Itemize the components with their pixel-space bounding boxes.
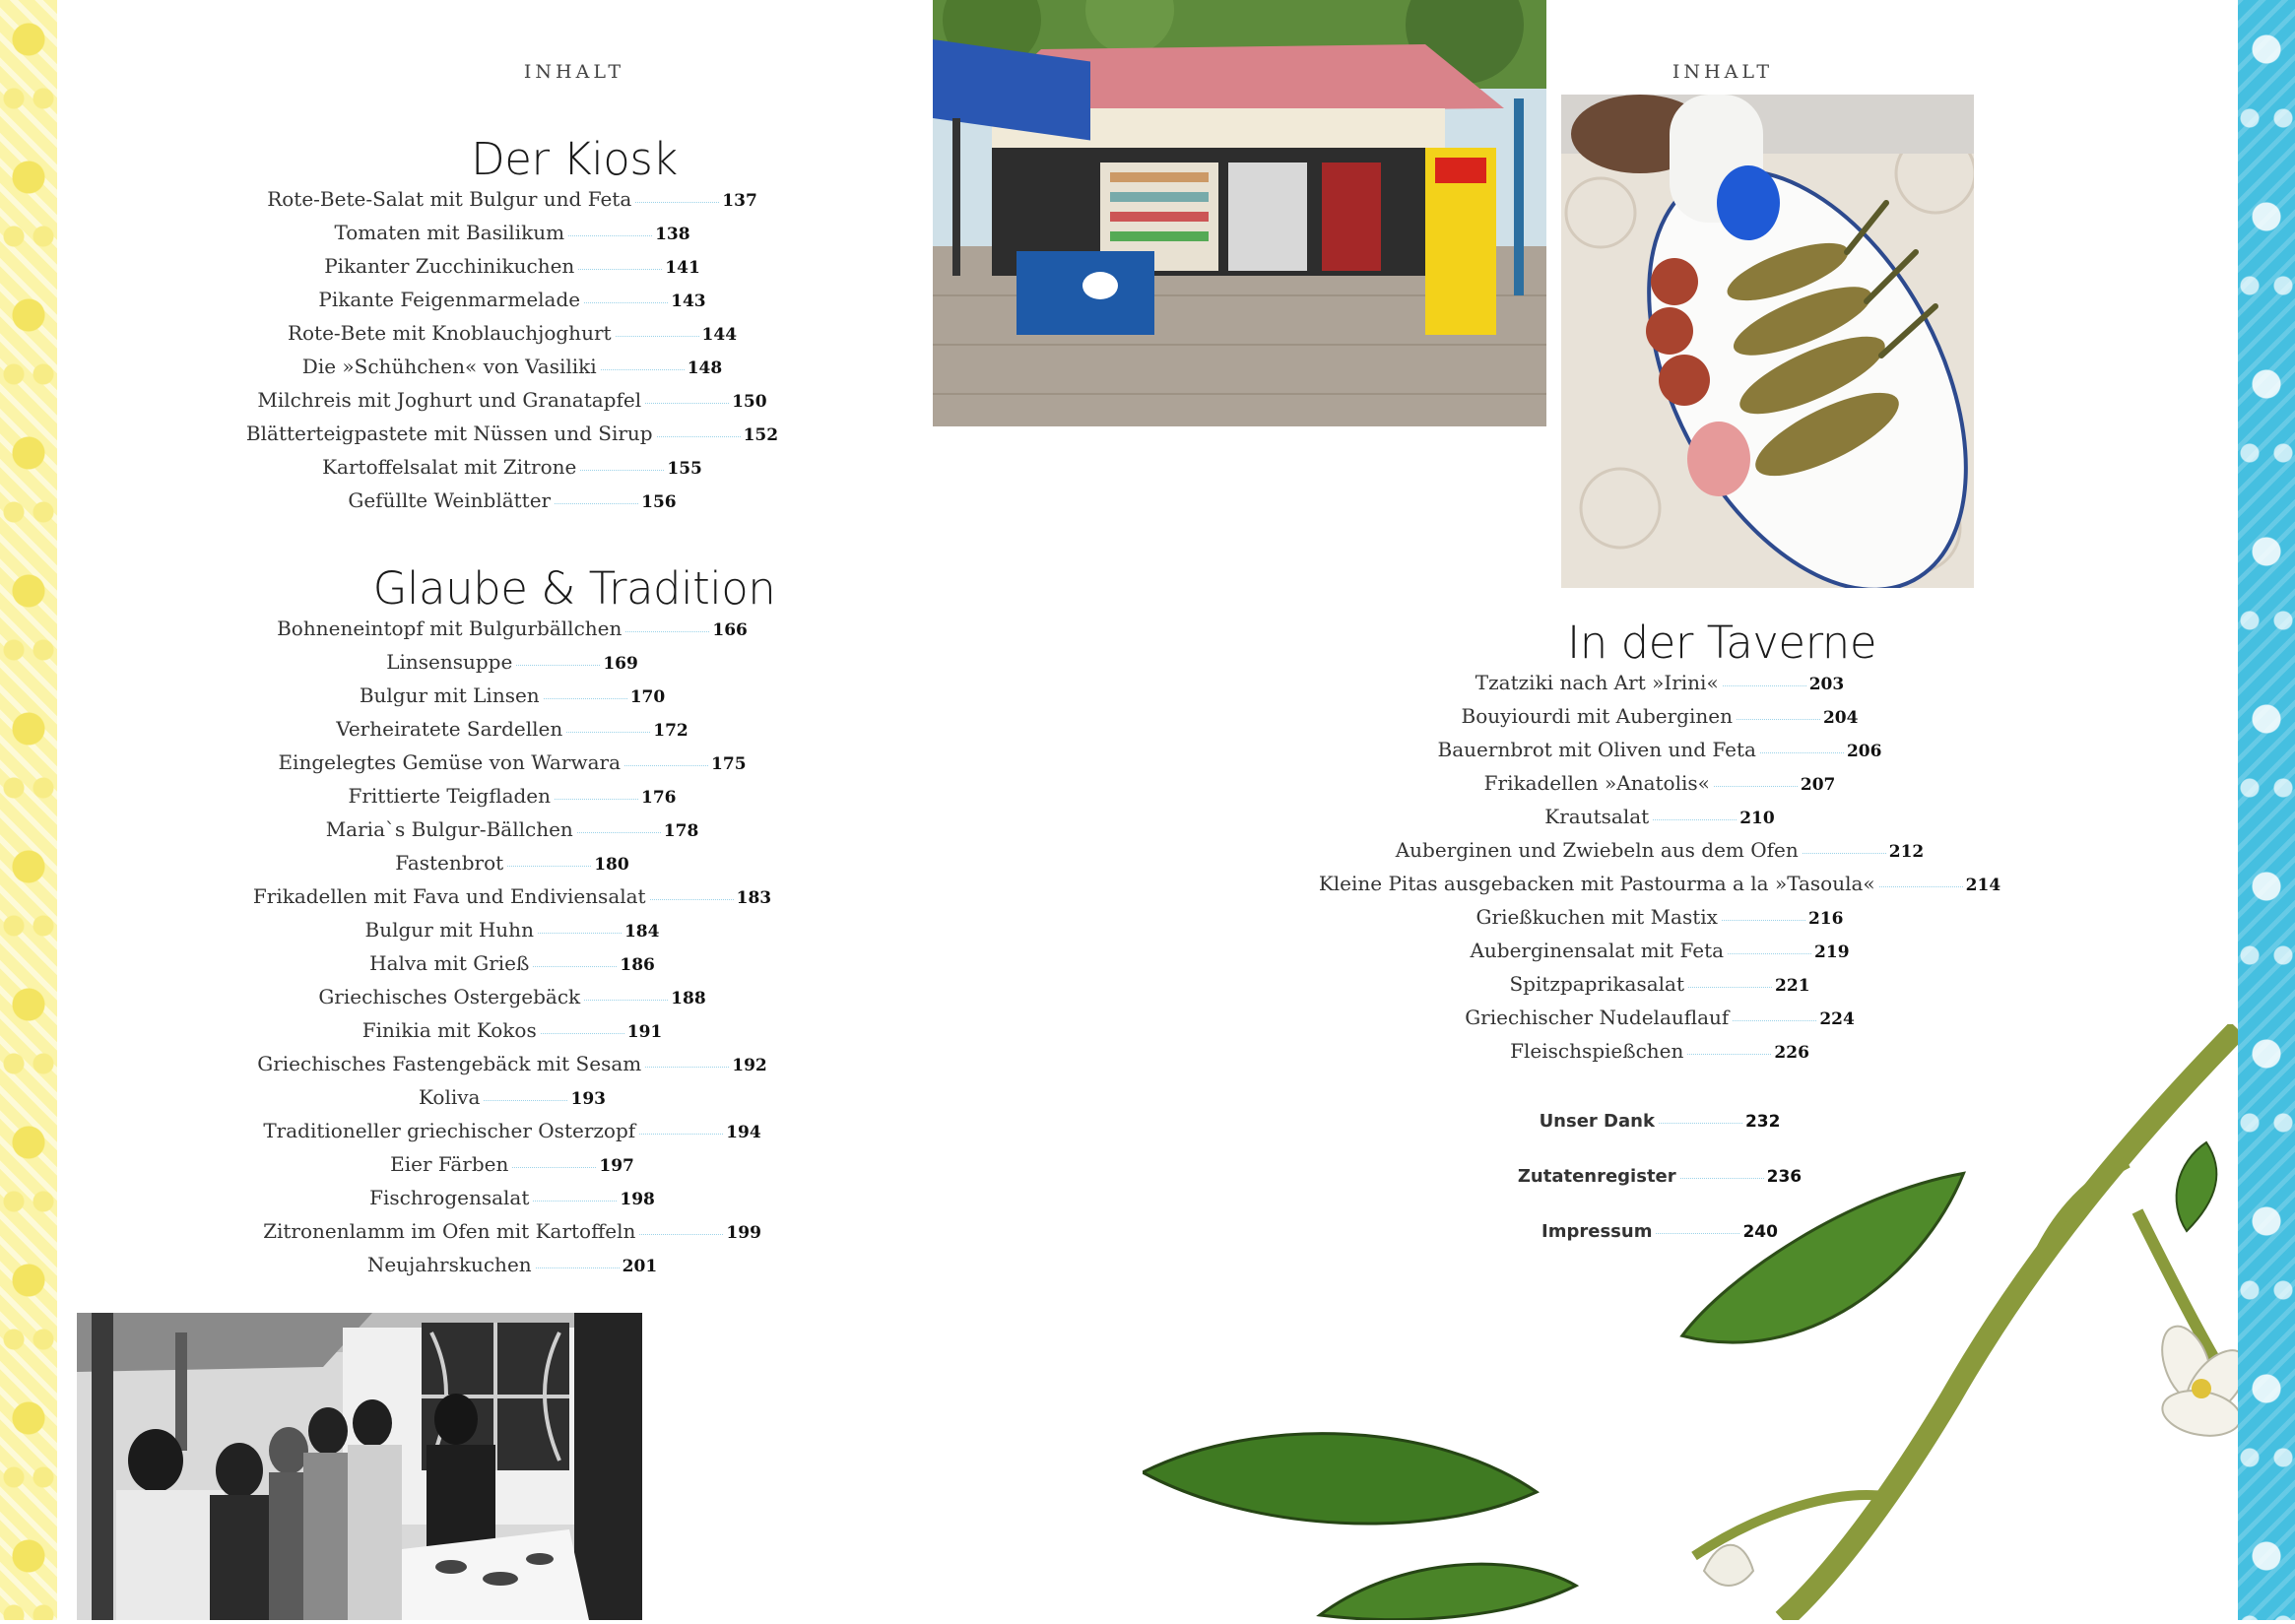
toc-list-in-der-taverne <box>1285 671 2034 1072</box>
toc-entry-page-number: 169 <box>603 654 638 674</box>
toc-entry[interactable] <box>138 1052 886 1085</box>
toc-entry-page-number: 224 <box>1819 1009 1855 1029</box>
toc-entry[interactable] <box>138 784 886 817</box>
toc-entry-page-number: 236 <box>1766 1167 1803 1187</box>
dot-leader <box>1760 752 1844 753</box>
toc-entry[interactable] <box>138 1152 886 1186</box>
toc-entry-page-number: 214 <box>1965 876 2001 895</box>
toc-entry-page-number: 207 <box>1800 775 1836 795</box>
dot-leader <box>584 302 668 303</box>
toc-entry-page-number: 226 <box>1774 1043 1809 1063</box>
toc-entry-title: Fleischspießchen <box>1510 1039 1684 1063</box>
toc-entry-title: Gefüllte Weinblätter <box>348 488 552 512</box>
toc-entry[interactable] <box>138 951 886 985</box>
toc-entry[interactable] <box>1285 939 2034 972</box>
left-page-header: INHALT <box>523 61 625 83</box>
dot-leader <box>645 403 729 404</box>
toc-entry-page-number: 216 <box>1807 909 1844 929</box>
toc-entry-title: Koliva <box>419 1085 481 1109</box>
dot-leader <box>578 269 662 270</box>
toc-entry-page-number: 203 <box>1808 675 1845 694</box>
toc-list-glaube-tradition <box>138 617 886 1286</box>
toc-entry[interactable] <box>138 1219 886 1253</box>
dot-leader <box>1728 953 1811 954</box>
dot-leader <box>484 1100 567 1101</box>
dot-leader <box>536 1267 620 1268</box>
toc-entry[interactable] <box>138 1018 886 1052</box>
toc-entry[interactable] <box>1285 738 2034 771</box>
toc-entry-page-number: 184 <box>623 922 660 942</box>
dot-leader <box>650 899 734 900</box>
dot-leader <box>555 503 638 504</box>
toc-entry-title: Griechischer Nudelauflauf <box>1465 1006 1730 1029</box>
toc-entry-page-number: 193 <box>570 1089 606 1109</box>
toc-entry-title: Frikadellen »Anatolis« <box>1483 771 1710 795</box>
toc-entry[interactable] <box>138 650 886 683</box>
toc-entry[interactable] <box>138 1119 886 1152</box>
toc-entry-page-number: 143 <box>671 292 706 311</box>
dot-leader <box>1722 920 1805 921</box>
toc-entry[interactable] <box>1285 704 2034 738</box>
toc-entry[interactable] <box>138 422 886 455</box>
toc-entry[interactable] <box>138 1186 886 1219</box>
dot-leader <box>507 866 591 867</box>
toc-entry-title: Bulgur mit Linsen <box>359 683 540 707</box>
dot-leader <box>1879 886 1963 887</box>
dot-leader <box>516 665 600 666</box>
toc-entry-title: Spitzpaprikasalat <box>1509 972 1685 996</box>
vegetables-plate-photo <box>1561 95 1974 588</box>
toc-entry[interactable] <box>138 717 886 750</box>
toc-entry-title: Frittierte Teigfladen <box>348 784 552 808</box>
toc-entry-page-number: 183 <box>736 888 772 908</box>
dot-leader <box>541 1033 624 1034</box>
toc-entry-page-number: 194 <box>726 1123 761 1142</box>
toc-entry-title: Zitronenlamm im Ofen mit Kartoffeln <box>263 1219 636 1243</box>
toc-entry[interactable] <box>138 985 886 1018</box>
toc-entry-title: Fastenbrot <box>395 851 504 875</box>
toc-entry-title: Finikia mit Kokos <box>361 1018 537 1042</box>
toc-entry-page-number: 204 <box>1822 708 1859 728</box>
toc-entry-title: Verheiratete Sardellen <box>336 717 563 741</box>
toc-entry[interactable] <box>1285 671 2034 704</box>
toc-entry-title: Maria`s Bulgur-Bällchen <box>325 817 573 841</box>
toc-entry-page-number: 178 <box>663 821 699 841</box>
toc-entry-page-number: 176 <box>641 788 677 808</box>
toc-entry-title: Rote-Bete mit Knoblauchjoghurt <box>287 321 612 345</box>
toc-entry-page-number: 198 <box>620 1190 655 1209</box>
toc-entry-title: Auberginensalat mit Feta <box>1470 939 1725 962</box>
toc-entry[interactable] <box>1285 805 2034 838</box>
toc-entry[interactable] <box>138 221 886 254</box>
toc-entry-title: Halva mit Grieß <box>369 951 530 975</box>
dot-leader <box>533 966 617 967</box>
toc-entry[interactable] <box>138 750 886 784</box>
left-ornamental-border <box>0 0 57 1620</box>
dot-leader <box>577 832 661 833</box>
toc-entry[interactable] <box>1285 972 2034 1006</box>
kiosk-photo <box>933 0 1546 426</box>
right-ornamental-border <box>2238 0 2295 1620</box>
toc-entry-page-number: 188 <box>671 989 706 1008</box>
toc-entry-page-number: 137 <box>722 191 757 211</box>
dot-leader <box>1737 719 1820 720</box>
toc-entry-page-number: 186 <box>620 955 655 975</box>
dot-leader <box>635 202 719 203</box>
toc-entry-title: Bulgur mit Huhn <box>364 918 534 942</box>
toc-entry-page-number: 240 <box>1742 1222 1778 1242</box>
toc-entry-title: Bouyiourdi mit Auberginen <box>1461 704 1733 728</box>
dot-leader <box>512 1167 596 1168</box>
toc-entry-title: Pikanter Zucchinikuchen <box>324 254 575 278</box>
right-page-header: INHALT <box>1672 61 1774 83</box>
toc-entry-title: Linsensuppe <box>386 650 513 674</box>
toc-entry-page-number: 210 <box>1739 809 1775 828</box>
toc-entry[interactable] <box>138 884 886 918</box>
toc-entry-title: Impressum <box>1541 1221 1653 1242</box>
section-title-in-der-taverne: In der Taverne <box>1567 617 1876 669</box>
dot-leader <box>555 799 638 800</box>
toc-entry-page-number: 212 <box>1888 842 1925 862</box>
dot-leader <box>657 436 741 437</box>
dot-leader <box>616 336 699 337</box>
toc-entry-page-number: 206 <box>1846 742 1882 761</box>
toc-entry-page-number: 221 <box>1775 976 1810 996</box>
dot-leader <box>1714 786 1798 787</box>
dot-leader <box>1653 819 1737 820</box>
toc-entry-title: Griechisches Fastengebäck mit Sesam <box>257 1052 642 1075</box>
toc-entry-title: Eier Färben <box>390 1152 509 1176</box>
toc-entry[interactable] <box>138 1085 886 1119</box>
toc-entry[interactable] <box>138 683 886 717</box>
dot-leader <box>1723 685 1806 686</box>
toc-entry-title: Kartoffelsalat mit Zitrone <box>322 455 577 479</box>
toc-entry-page-number: 201 <box>622 1257 658 1276</box>
dot-leader <box>639 1134 723 1135</box>
dot-leader <box>584 1000 668 1001</box>
dot-leader <box>645 1067 729 1068</box>
dot-leader <box>601 369 685 370</box>
toc-entry[interactable] <box>138 254 886 288</box>
toc-entry-page-number: 219 <box>1814 942 1850 962</box>
toc-entry[interactable] <box>138 488 886 522</box>
toc-entry-page-number: 152 <box>743 425 779 445</box>
toc-entry-title: Tomaten mit Basilikum <box>334 221 565 244</box>
toc-entry[interactable] <box>138 1253 886 1286</box>
women-toasting-photo <box>77 1313 642 1620</box>
toc-entry-title: Kleine Pitas ausgebacken mit Pastourma a la »Tasoula« <box>1318 872 1875 895</box>
dot-leader <box>624 765 708 766</box>
toc-entry-title: Rote-Bete-Salat mit Bulgur und Feta <box>267 187 632 211</box>
dot-leader <box>1733 1020 1816 1021</box>
toc-entry-page-number: 175 <box>711 754 747 774</box>
toc-entry[interactable] <box>138 617 886 650</box>
section-title-der-kiosk: Der Kiosk <box>471 133 678 185</box>
toc-entry-page-number: 156 <box>641 492 677 512</box>
toc-entry-page-number: 180 <box>594 855 629 875</box>
toc-entry-page-number: 138 <box>655 225 690 244</box>
toc-entry[interactable] <box>1285 771 2034 805</box>
toc-entry-page-number: 166 <box>712 620 748 640</box>
toc-entry-title: Tzatziki nach Art »Irini« <box>1475 671 1719 694</box>
toc-entry[interactable] <box>1285 905 2034 939</box>
toc-entry-title: Auberginen und Zwiebeln aus dem Ofen <box>1395 838 1799 862</box>
dot-leader <box>625 631 709 632</box>
toc-entry-title: Fischrogensalat <box>369 1186 530 1209</box>
toc-entry-title: Krautsalat <box>1544 805 1650 828</box>
dot-leader <box>533 1201 617 1202</box>
dot-leader <box>1803 853 1886 854</box>
toc-entry-title: Grießkuchen mit Mastix <box>1475 905 1718 929</box>
dot-leader <box>580 470 664 471</box>
toc-entry-page-number: 197 <box>599 1156 634 1176</box>
toc-entry-page-number: 150 <box>732 392 767 412</box>
toc-list-der-kiosk <box>138 187 886 522</box>
toc-entry[interactable] <box>138 455 886 488</box>
dot-leader <box>568 235 652 236</box>
toc-entry[interactable] <box>138 388 886 422</box>
toc-entry-title: Blätterteigpastete mit Nüssen und Sirup <box>245 422 653 445</box>
toc-entry-title: Traditioneller griechischer Osterzopf <box>263 1119 636 1142</box>
dot-leader <box>639 1234 723 1235</box>
section-title-glaube-tradition: Glaube & Tradition <box>372 562 776 615</box>
toc-entry-title: Neujahrskuchen <box>366 1253 532 1276</box>
toc-entry-title: Pikante Feigenmarmelade <box>318 288 581 311</box>
toc-entry-title: Frikadellen mit Fava und Endiviensalat <box>252 884 646 908</box>
toc-entry-page-number: 191 <box>626 1022 663 1042</box>
toc-entry-page-number: 155 <box>667 459 702 479</box>
toc-entry-page-number: 232 <box>1744 1112 1781 1132</box>
toc-entry[interactable] <box>138 355 886 388</box>
toc-entry-title: Eingelegtes Gemüse von Warwara <box>278 750 622 774</box>
toc-entry-page-number: 172 <box>653 721 688 741</box>
toc-entry[interactable] <box>138 288 886 321</box>
toc-entry-title: Milchreis mit Joghurt und Granatapfel <box>257 388 642 412</box>
dot-leader <box>544 698 627 699</box>
toc-entry-title: Griechisches Ostergebäck <box>318 985 581 1008</box>
dot-leader <box>538 933 622 934</box>
toc-entry[interactable] <box>138 321 886 355</box>
toc-entry-page-number: 141 <box>665 258 700 278</box>
toc-entry-title: Bauernbrot mit Oliven und Feta <box>1437 738 1756 761</box>
toc-entry[interactable] <box>138 187 886 221</box>
toc-entry[interactable] <box>1285 838 2034 872</box>
toc-entry-page-number: 144 <box>701 325 738 345</box>
toc-entry-page-number: 192 <box>732 1056 767 1075</box>
toc-entry[interactable] <box>138 817 886 851</box>
dot-leader <box>1688 987 1772 988</box>
toc-entry-page-number: 148 <box>687 358 723 378</box>
toc-entry[interactable] <box>138 851 886 884</box>
toc-entry-title: Die »Schühchen« von Vasiliki <box>301 355 597 378</box>
toc-entry-page-number: 170 <box>629 687 666 707</box>
toc-entry-title: Bohneneintopf mit Bulgurbällchen <box>277 617 623 640</box>
dot-leader <box>566 732 650 733</box>
toc-entry-page-number: 199 <box>726 1223 761 1243</box>
toc-entry-title: Zutatenregister <box>1517 1166 1676 1187</box>
toc-entry[interactable] <box>138 918 886 951</box>
lemon-branch-illustration <box>1143 1024 2238 1620</box>
toc-entry[interactable] <box>1285 872 2034 905</box>
toc-entry-title: Unser Dank <box>1539 1111 1655 1132</box>
